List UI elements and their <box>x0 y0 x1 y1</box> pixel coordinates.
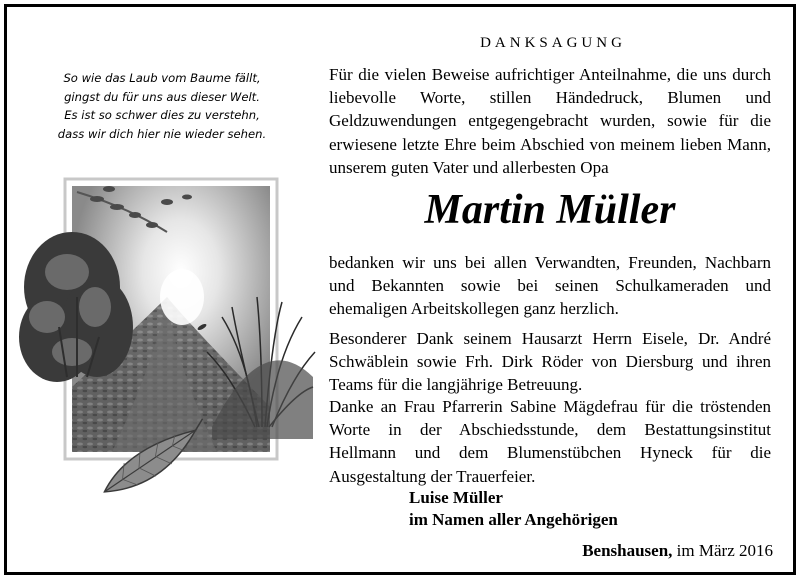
poem-line: dass wir dich hier nie wieder sehen. <box>57 126 267 141</box>
place-name: Benshausen, <box>582 541 673 560</box>
forest-path-photo <box>17 177 317 497</box>
signature <box>409 487 618 531</box>
poem-line: So wie das Laub vom Baume fällt, <box>63 71 261 85</box>
paragraph-thanks-doctors: Besonderer Dank seinem Hausarzt Herrn Eisele, Dr. André Schwäblein sowie Frh. Dirk Röder von Diersburg und ihren Teams für die langjährige Betreuung. <box>329 329 771 395</box>
place-date <box>582 541 773 561</box>
poem <box>21 69 303 143</box>
paragraph-thanks-ceremony: Danke an Frau Pfarrerin Sabine Mägdefrau für die tröstenden Worte in der Abschiedsstunde, dem Bestattungsinstitut Hellmann und dem Blumenstübchen Hyneck für die Ausgestaltung der Trauerfeier. <box>329 397 771 486</box>
poem-line: gingst du für uns aus dieser Welt. <box>64 89 260 104</box>
left-column <box>7 7 317 572</box>
right-column <box>329 7 777 572</box>
date-text: im März 2016 <box>676 541 773 560</box>
signature-family: im Namen aller Angehörigen <box>409 510 618 529</box>
heading: DANKSAGUNG <box>480 35 626 51</box>
poem-line: Es ist so schwer dies zu verstehn, <box>64 108 260 122</box>
forest-path-illustration <box>17 177 317 497</box>
signature-name: Luise Müller <box>409 488 503 507</box>
paragraph-thanks-relatives: bedanken wir uns bei allen Verwandten, Freunden, Nachbarn und Bekannten sowie bei seinen Schulkameraden und ehemaligen Arbeitskollegen ganz herzlich. <box>329 253 771 319</box>
obituary-frame <box>4 4 796 575</box>
paragraph-condolences: Für die vielen Beweise aufrichtiger Anteilnahme, die uns durch liebevolle Worte, stillen Händedruck, Blumen und Geldzuwendungen entgegengebracht wurden, sowie für die erwiesene letzte Ehre beim Abschied von meinem lieben Mann, unserem guten Vater und allerbesten Opa <box>329 65 771 177</box>
deceased-name: Martin Müller <box>424 187 676 233</box>
